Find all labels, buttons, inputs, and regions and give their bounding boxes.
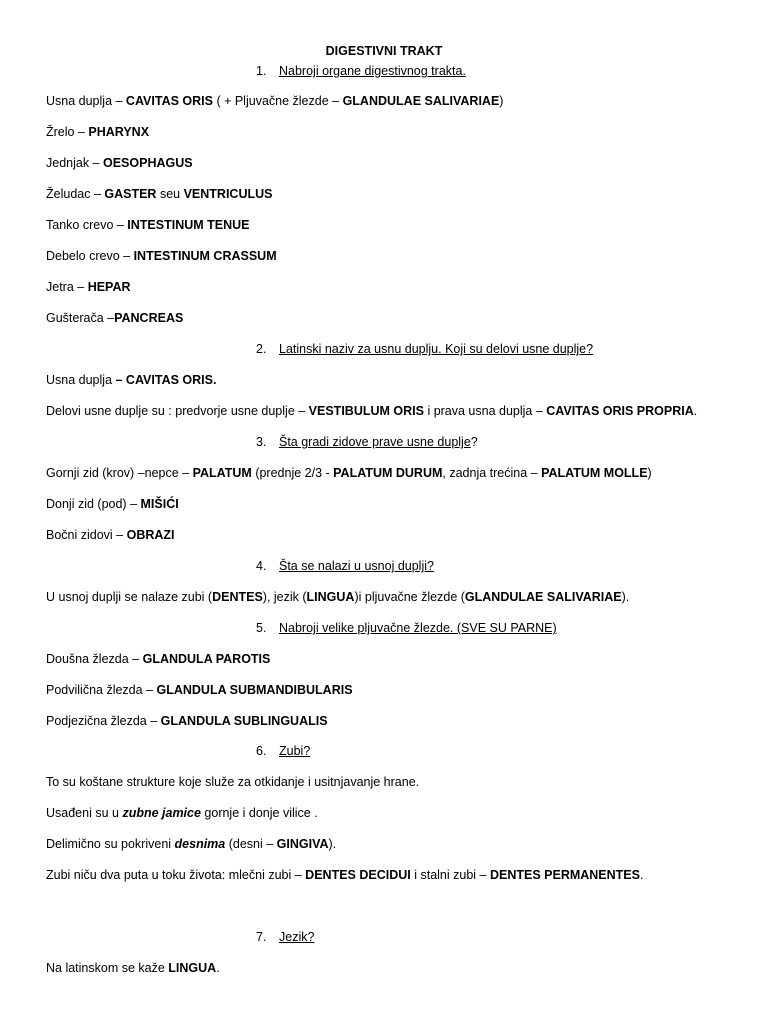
question-text: Jezik? <box>279 930 315 944</box>
organ-line-2: Žrelo – PHARYNX <box>46 125 150 139</box>
question-text: Latinski naziv za usnu duplju. Koji su delovi usne duplje? <box>279 342 594 356</box>
answer-2-line-1: Usna duplja – CAVITAS ORIS. <box>46 373 217 387</box>
answer-7-line: Na latinskom se kaže LINGUA. <box>46 961 220 975</box>
question-4 <box>256 559 434 573</box>
question-number: 6. <box>256 744 267 758</box>
answer-2-line-2: Delovi usne duplje su : predvorje usne duplje – VESTIBULUM ORIS i prava usna duplja – CAVITAS ORIS PROPRIA. <box>46 404 698 418</box>
question-number: 5. <box>256 621 267 635</box>
organ-line-6: Debelo crevo – INTESTINUM CRASSUM <box>46 249 277 263</box>
answer-3-line-2: Donji zid (pod) – MIŠIĆI <box>46 497 179 511</box>
question-text: Zubi? <box>279 744 311 758</box>
question-number: 3. <box>256 435 267 449</box>
answer-6-line-1: To su koštane strukture koje služe za otkidanje i usitnjavanje hrane. <box>46 775 420 789</box>
question-2 <box>256 342 593 356</box>
question-text: Nabroji velike pljuvačne žlezde. (SVE SU PARNE) <box>279 621 557 635</box>
answer-3-line-1: Gornji zid (krov) –nepce – PALATUM (prednje 2/3 - PALATUM DURUM, zadnja trećina – PALATUM MOLLE) <box>46 466 652 480</box>
gland-line-3: Podjezična žlezda – GLANDULA SUBLINGUALIS <box>46 714 328 728</box>
question-6 <box>256 744 310 758</box>
question-3: 3. Šta gradi zidove prave usne duplje? <box>256 435 478 449</box>
question-number: 2. <box>256 342 267 356</box>
question-5 <box>256 621 557 635</box>
question-1 <box>256 64 466 78</box>
organ-line-5: Tanko crevo – INTESTINUM TENUE <box>46 218 250 232</box>
organ-line-4: Želudac – GASTER seu VENTRICULUS <box>46 187 273 201</box>
question-7 <box>256 930 314 944</box>
answer-6-line-3: Delimično su pokriveni desnima (desni – GINGIVA). <box>46 837 337 851</box>
organ-line-3: Jednjak – OESOPHAGUS <box>46 156 193 170</box>
gland-line-2: Podvilična žlezda – GLANDULA SUBMANDIBULARIS <box>46 683 353 697</box>
answer-4-line: U usnoj duplji se nalaze zubi (DENTES), jezik (LINGUA)i pljuvačne žlezde (GLANDULAE SALIVARIAE). <box>46 590 630 604</box>
document-title: DIGESTIVNI TRAKT <box>325 44 443 58</box>
question-text: Šta gradi zidove prave usne duplje <box>279 435 471 449</box>
answer-6-line-2: Usađeni su u zubne jamice gornje i donje vilice . <box>46 806 318 820</box>
organ-line-7: Jetra – HEPAR <box>46 280 131 294</box>
question-number: 7. <box>256 930 267 944</box>
answer-3-line-3: Bočni zidovi – OBRAZI <box>46 528 175 542</box>
question-text: Šta se nalazi u usnoj duplji? <box>279 559 434 573</box>
question-number: 1. <box>256 64 267 78</box>
question-number: 4. <box>256 559 267 573</box>
organ-line-8: Gušterača –PANCREAS <box>46 311 184 325</box>
gland-line-1: Doušna žlezda – GLANDULA PAROTIS <box>46 652 271 666</box>
organ-line-1: Usna duplja – CAVITAS ORIS ( + Pljuvačne žlezde – GLANDULAE SALIVARIAE) <box>46 94 504 108</box>
question-text: Nabroji organe digestivnog trakta. <box>279 64 466 78</box>
answer-6-line-4: Zubi niču dva puta u toku života: mlečni zubi – DENTES DECIDUI i stalni zubi – DENTES PERMANENTES. <box>46 868 644 882</box>
